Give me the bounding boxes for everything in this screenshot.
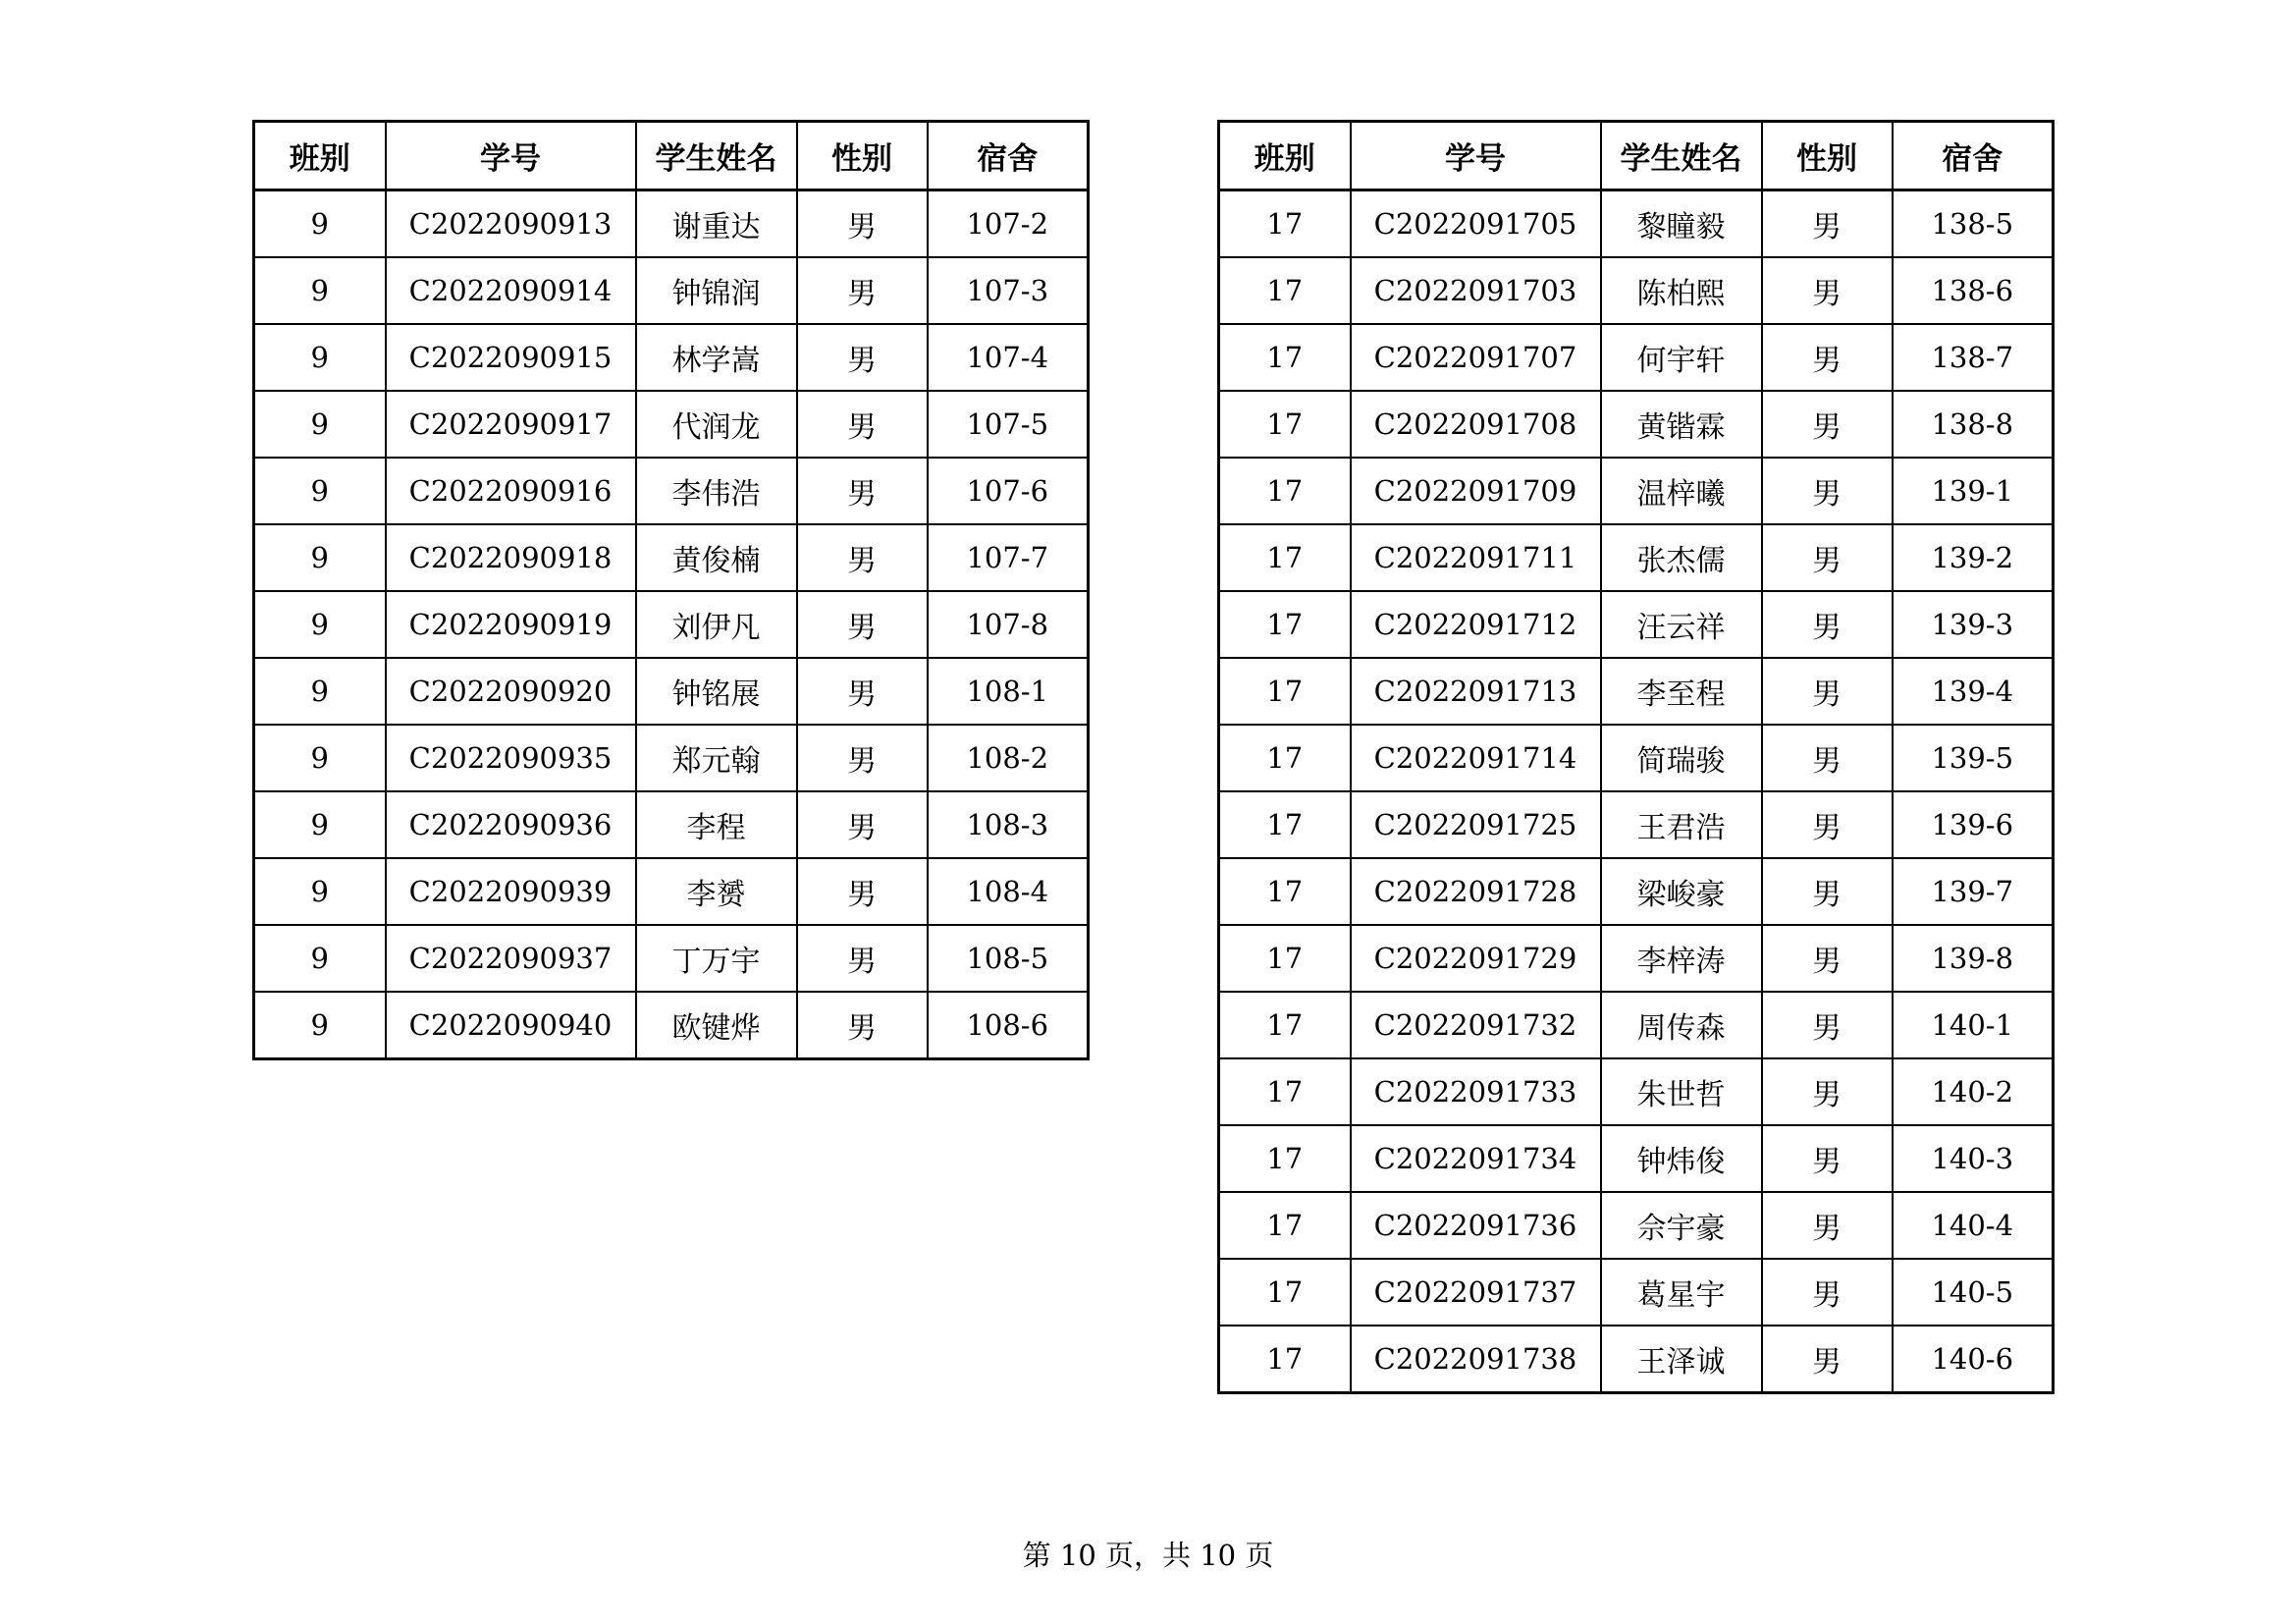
cell-dorm: 107-2 (928, 190, 1089, 258)
table-row (254, 324, 1089, 391)
table-row (1219, 992, 2054, 1058)
cell-student-name: 汪云祥 (1601, 591, 1762, 658)
cell-student-name: 李至程 (1601, 658, 1762, 725)
cell-class: 9 (254, 391, 386, 458)
cell-gender: 男 (1762, 524, 1893, 591)
cell-gender: 男 (1762, 257, 1893, 324)
table-row (254, 925, 1089, 992)
cell-class: 17 (1219, 458, 1351, 524)
cell-class: 9 (254, 324, 386, 391)
header-student-id: 学号 (386, 122, 636, 190)
cell-gender: 男 (797, 791, 928, 858)
table-row (254, 858, 1089, 925)
cell-dorm: 139-1 (1893, 458, 2054, 524)
header-dorm: 宿舍 (928, 122, 1089, 190)
cell-class: 9 (254, 725, 386, 791)
cell-student-id: C2022090913 (386, 190, 636, 258)
cell-dorm: 108-5 (928, 925, 1089, 992)
cell-class: 17 (1219, 725, 1351, 791)
header-gender: 性别 (797, 122, 928, 190)
cell-dorm: 139-8 (1893, 925, 2054, 992)
cell-gender: 男 (1762, 324, 1893, 391)
table-row (1219, 524, 2054, 591)
cell-student-name: 张杰儒 (1601, 524, 1762, 591)
table-row (1219, 190, 2054, 258)
page-number-footer: 第 10 页，共 10 页 (1022, 1539, 1274, 1572)
cell-gender: 男 (797, 524, 928, 591)
table-row (1219, 858, 2054, 925)
cell-student-name: 李伟浩 (636, 458, 797, 524)
cell-gender: 男 (797, 658, 928, 725)
cell-student-name: 欧键烨 (636, 992, 797, 1059)
cell-gender: 男 (1762, 190, 1893, 258)
cell-gender: 男 (797, 324, 928, 391)
cell-student-name: 佘宇豪 (1601, 1192, 1762, 1259)
cell-dorm: 107-6 (928, 458, 1089, 524)
table-header-row (254, 122, 1089, 190)
cell-student-name: 钟铭展 (636, 658, 797, 725)
cell-student-name: 王泽诚 (1601, 1326, 1762, 1393)
cell-student-name: 刘伊凡 (636, 591, 797, 658)
cell-class: 9 (254, 591, 386, 658)
cell-dorm: 140-3 (1893, 1125, 2054, 1192)
cell-dorm: 139-4 (1893, 658, 2054, 725)
cell-dorm: 139-7 (1893, 858, 2054, 925)
header-student-name: 学生姓名 (636, 122, 797, 190)
cell-student-id: C2022091713 (1351, 658, 1601, 725)
cell-gender: 男 (797, 725, 928, 791)
cell-student-name: 钟炜俊 (1601, 1125, 1762, 1192)
cell-class: 9 (254, 458, 386, 524)
cell-gender: 男 (1762, 1125, 1893, 1192)
cell-gender: 男 (797, 992, 928, 1059)
header-dorm: 宿舍 (1893, 122, 2054, 190)
cell-student-id: C2022090918 (386, 524, 636, 591)
cell-class: 9 (254, 791, 386, 858)
cell-student-id: C2022091709 (1351, 458, 1601, 524)
cell-student-id: C2022090920 (386, 658, 636, 725)
table-row (1219, 791, 2054, 858)
cell-gender: 男 (797, 458, 928, 524)
cell-gender: 男 (1762, 591, 1893, 658)
cell-dorm: 108-6 (928, 992, 1089, 1059)
cell-student-id: C2022090916 (386, 458, 636, 524)
cell-gender: 男 (1762, 391, 1893, 458)
cell-student-id: C2022091728 (1351, 858, 1601, 925)
cell-dorm: 139-3 (1893, 591, 2054, 658)
cell-dorm: 140-6 (1893, 1326, 2054, 1393)
cell-class: 17 (1219, 658, 1351, 725)
cell-dorm: 140-4 (1893, 1192, 2054, 1259)
cell-student-name: 林学嵩 (636, 324, 797, 391)
cell-gender: 男 (797, 257, 928, 324)
cell-class: 9 (254, 858, 386, 925)
header-student-id: 学号 (1351, 122, 1601, 190)
table-row (1219, 925, 2054, 992)
cell-dorm: 107-8 (928, 591, 1089, 658)
cell-student-name: 王君浩 (1601, 791, 1762, 858)
table-row (1219, 1058, 2054, 1125)
cell-gender: 男 (1762, 725, 1893, 791)
cell-dorm: 107-4 (928, 324, 1089, 391)
table-row (254, 992, 1089, 1059)
header-student-name: 学生姓名 (1601, 122, 1762, 190)
cell-student-id: C2022091711 (1351, 524, 1601, 591)
cell-dorm: 139-6 (1893, 791, 2054, 858)
cell-gender: 男 (797, 858, 928, 925)
cell-class: 9 (254, 925, 386, 992)
cell-class: 17 (1219, 925, 1351, 992)
cell-gender: 男 (1762, 992, 1893, 1058)
cell-dorm: 139-2 (1893, 524, 2054, 591)
table-row (1219, 257, 2054, 324)
cell-gender: 男 (1762, 1058, 1893, 1125)
cell-student-name: 简瑞骏 (1601, 725, 1762, 791)
cell-student-id: C2022091737 (1351, 1259, 1601, 1326)
cell-student-id: C2022090935 (386, 725, 636, 791)
cell-class: 17 (1219, 1259, 1351, 1326)
table-row (254, 458, 1089, 524)
cell-student-name: 温梓曦 (1601, 458, 1762, 524)
table-row (254, 190, 1089, 258)
cell-student-id: C2022091707 (1351, 324, 1601, 391)
cell-student-id: C2022090936 (386, 791, 636, 858)
table-row (254, 391, 1089, 458)
cell-gender: 男 (797, 190, 928, 258)
cell-student-name: 朱世哲 (1601, 1058, 1762, 1125)
cell-gender: 男 (1762, 925, 1893, 992)
cell-dorm: 107-3 (928, 257, 1089, 324)
cell-dorm: 138-6 (1893, 257, 2054, 324)
cell-student-name: 李程 (636, 791, 797, 858)
table-row (254, 725, 1089, 791)
cell-student-id: C2022091734 (1351, 1125, 1601, 1192)
cell-student-id: C2022090919 (386, 591, 636, 658)
cell-student-id: C2022090940 (386, 992, 636, 1059)
table-row (254, 591, 1089, 658)
cell-dorm: 108-1 (928, 658, 1089, 725)
cell-student-id: C2022090915 (386, 324, 636, 391)
table-row (254, 257, 1089, 324)
table-row (254, 658, 1089, 725)
cell-student-name: 丁万宇 (636, 925, 797, 992)
cell-class: 17 (1219, 324, 1351, 391)
cell-student-name: 郑元翰 (636, 725, 797, 791)
cell-class: 17 (1219, 1326, 1351, 1393)
cell-class: 17 (1219, 190, 1351, 258)
cell-dorm: 107-7 (928, 524, 1089, 591)
cell-student-name: 梁峻豪 (1601, 858, 1762, 925)
cell-student-name: 黄锴霖 (1601, 391, 1762, 458)
cell-dorm: 139-5 (1893, 725, 2054, 791)
cell-dorm: 140-1 (1893, 992, 2054, 1058)
cell-class: 17 (1219, 1125, 1351, 1192)
cell-dorm: 108-2 (928, 725, 1089, 791)
cell-student-id: C2022090914 (386, 257, 636, 324)
table-row (1219, 1259, 2054, 1326)
cell-gender: 男 (1762, 458, 1893, 524)
cell-student-name: 代润龙 (636, 391, 797, 458)
dorm-roster-table-right (1217, 120, 2055, 1394)
cell-student-id: C2022091736 (1351, 1192, 1601, 1259)
cell-student-id: C2022090937 (386, 925, 636, 992)
cell-class: 9 (254, 257, 386, 324)
cell-class: 17 (1219, 524, 1351, 591)
cell-dorm: 108-4 (928, 858, 1089, 925)
cell-student-name: 钟锦润 (636, 257, 797, 324)
cell-student-name: 李梓涛 (1601, 925, 1762, 992)
header-gender: 性别 (1762, 122, 1893, 190)
cell-student-name: 何宇轩 (1601, 324, 1762, 391)
cell-gender: 男 (797, 391, 928, 458)
dorm-roster-table-left (252, 120, 1090, 1060)
cell-dorm: 107-5 (928, 391, 1089, 458)
table-row (254, 524, 1089, 591)
cell-dorm: 138-5 (1893, 190, 2054, 258)
cell-student-id: C2022091703 (1351, 257, 1601, 324)
cell-dorm: 108-3 (928, 791, 1089, 858)
header-class: 班别 (1219, 122, 1351, 190)
cell-student-name: 李赟 (636, 858, 797, 925)
cell-student-id: C2022091733 (1351, 1058, 1601, 1125)
cell-class: 17 (1219, 391, 1351, 458)
cell-dorm: 140-2 (1893, 1058, 2054, 1125)
cell-class: 17 (1219, 791, 1351, 858)
cell-gender: 男 (1762, 1259, 1893, 1326)
cell-class: 17 (1219, 1058, 1351, 1125)
cell-student-name: 葛星宇 (1601, 1259, 1762, 1326)
cell-student-id: C2022091705 (1351, 190, 1601, 258)
table-row (1219, 591, 2054, 658)
cell-gender: 男 (1762, 791, 1893, 858)
cell-student-id: C2022091708 (1351, 391, 1601, 458)
header-class: 班别 (254, 122, 386, 190)
cell-dorm: 140-5 (1893, 1259, 2054, 1326)
cell-student-id: C2022090939 (386, 858, 636, 925)
table-row (1219, 1326, 2054, 1393)
cell-student-name: 周传森 (1601, 992, 1762, 1058)
cell-class: 17 (1219, 1192, 1351, 1259)
table-row (1219, 1192, 2054, 1259)
table-row (1219, 658, 2054, 725)
cell-student-id: C2022091725 (1351, 791, 1601, 858)
table-row (1219, 391, 2054, 458)
cell-gender: 男 (1762, 1192, 1893, 1259)
cell-gender: 男 (1762, 658, 1893, 725)
cell-class: 17 (1219, 992, 1351, 1058)
table-header-row (1219, 122, 2054, 190)
cell-student-name: 黄俊楠 (636, 524, 797, 591)
cell-class: 17 (1219, 858, 1351, 925)
cell-dorm: 138-7 (1893, 324, 2054, 391)
table-body-right (1219, 190, 2054, 1393)
cell-student-id: C2022091732 (1351, 992, 1601, 1058)
cell-class: 9 (254, 524, 386, 591)
table-row (1219, 324, 2054, 391)
cell-student-id: C2022091729 (1351, 925, 1601, 992)
table-row (1219, 725, 2054, 791)
cell-gender: 男 (1762, 858, 1893, 925)
cell-class: 9 (254, 190, 386, 258)
cell-gender: 男 (797, 925, 928, 992)
table-row (254, 791, 1089, 858)
cell-dorm: 138-8 (1893, 391, 2054, 458)
cell-gender: 男 (1762, 1326, 1893, 1393)
cell-student-name: 陈柏熙 (1601, 257, 1762, 324)
table-body-left (254, 190, 1089, 1059)
table-row (1219, 1125, 2054, 1192)
cell-student-name: 谢重达 (636, 190, 797, 258)
cell-student-name: 黎瞳毅 (1601, 190, 1762, 258)
cell-class: 17 (1219, 257, 1351, 324)
cell-class: 9 (254, 658, 386, 725)
cell-student-id: C2022091712 (1351, 591, 1601, 658)
cell-class: 17 (1219, 591, 1351, 658)
table-row (1219, 458, 2054, 524)
cell-gender: 男 (797, 591, 928, 658)
cell-student-id: C2022091738 (1351, 1326, 1601, 1393)
cell-student-id: C2022090917 (386, 391, 636, 458)
cell-class: 9 (254, 992, 386, 1059)
cell-student-id: C2022091714 (1351, 725, 1601, 791)
